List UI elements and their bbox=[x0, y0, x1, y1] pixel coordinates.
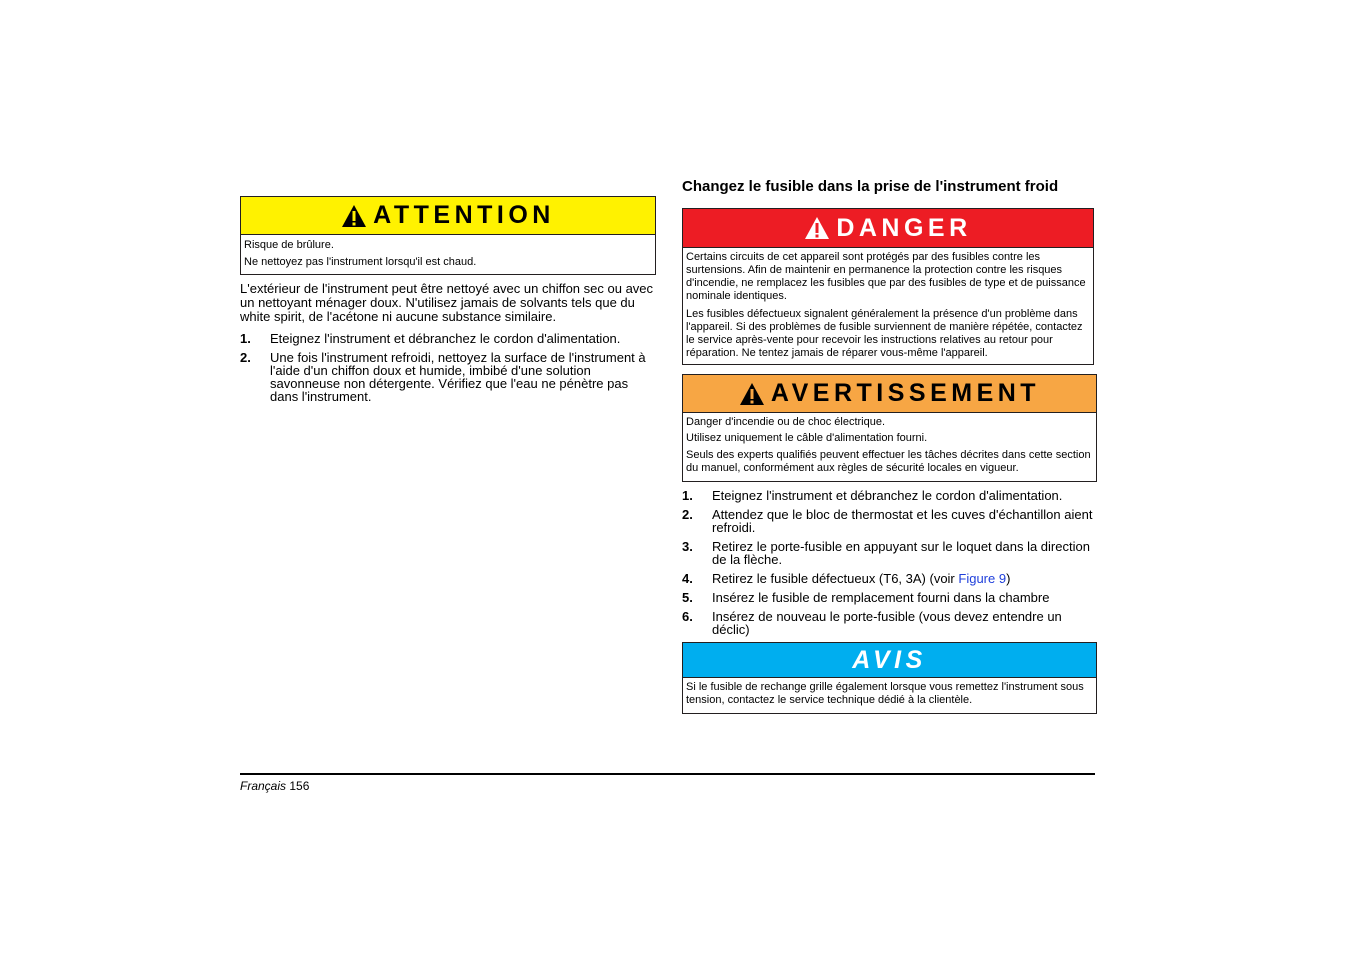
list-item bbox=[682, 610, 1097, 636]
attention-label: ATTENTION bbox=[373, 201, 555, 229]
cleaning-steps bbox=[240, 332, 656, 403]
warning-triangle-icon bbox=[739, 382, 765, 406]
step-text-before-link: Retirez le fusible défectueux (T6, 3A) (voir bbox=[712, 571, 959, 586]
warning-notice bbox=[682, 374, 1097, 482]
attention-notice bbox=[240, 196, 656, 275]
step-number: 3. bbox=[682, 539, 693, 554]
step-number: 2. bbox=[682, 507, 693, 522]
warning-banner bbox=[683, 375, 1096, 413]
step-text: Une fois l'instrument refroidi, nettoyez la surface de l'instrument à l'aide d'un chiffon doux et humide, imbibé d'une solution savonneuse non détergente. Vérifiez que l'eau ne pénètre pas dans l'instrument. bbox=[270, 350, 646, 404]
footer-language: Français bbox=[240, 779, 287, 793]
list-item bbox=[240, 332, 656, 345]
attention-line: Ne nettoyez pas l'instrument lorsqu'il est chaud. bbox=[244, 256, 477, 268]
list-item bbox=[240, 351, 656, 403]
danger-notice bbox=[682, 208, 1094, 365]
warning-line: Seuls des experts qualifiés peuvent effectuer les tâches décrites dans cette section du manuel, conformément aux règles de sécurité locales en vigueur. bbox=[686, 449, 1091, 474]
danger-label: DANGER bbox=[836, 213, 972, 242]
step-text: Attendez que le bloc de thermostat et les cuves d'échantillon aient refroidi. bbox=[712, 507, 1093, 535]
list-item bbox=[682, 540, 1097, 566]
cleaning-paragraph: L'extérieur de l'instrument peut être nettoyé avec un chiffon sec ou avec un nettoyant ménager doux. N'utilisez jamais de solvants tels que du white spirit, de l'acétone ni aucune substance similaire. bbox=[240, 281, 654, 324]
step-text-after-link: ) bbox=[1006, 571, 1011, 586]
step-number: 6. bbox=[682, 609, 693, 624]
list-item bbox=[682, 508, 1097, 534]
attention-banner bbox=[241, 197, 655, 235]
avis-banner bbox=[683, 643, 1096, 678]
warning-triangle-icon bbox=[804, 216, 830, 240]
warning-triangle-icon bbox=[341, 204, 367, 228]
attention-body bbox=[241, 235, 655, 273]
avis-body bbox=[683, 678, 1096, 711]
right-column bbox=[682, 178, 1097, 714]
page-footer bbox=[240, 779, 309, 793]
warning-line: Danger d'incendie ou de choc électrique. bbox=[686, 416, 886, 428]
avis-label: AVIS bbox=[852, 645, 927, 674]
footer-rule bbox=[240, 773, 1095, 775]
section-heading: Changez le fusible dans la prise de l'instrument froid bbox=[682, 178, 1059, 195]
left-column bbox=[240, 196, 656, 409]
figure-link[interactable]: Figure 9 bbox=[958, 571, 1007, 586]
step-text bbox=[712, 572, 1097, 585]
step-number: 4. bbox=[682, 571, 693, 586]
danger-banner bbox=[683, 209, 1093, 248]
warning-label: AVERTISSEMENT bbox=[770, 379, 1041, 407]
list-item bbox=[682, 591, 1097, 604]
step-number: 5. bbox=[682, 590, 693, 605]
step-text: Retirez le porte-fusible en appuyant sur le loquet dans la direction de la flèche. bbox=[712, 539, 1090, 567]
page-number: 156 bbox=[289, 779, 310, 793]
list-item bbox=[682, 489, 1097, 502]
warning-body bbox=[683, 413, 1096, 479]
attention-line: Risque de brûlure. bbox=[244, 239, 334, 251]
step-text: Eteignez l'instrument et débranchez le cordon d'alimentation. bbox=[712, 488, 1063, 503]
step-number: 1. bbox=[240, 331, 251, 346]
step-number: 1. bbox=[682, 488, 693, 503]
fuse-steps bbox=[682, 489, 1097, 636]
avis-notice bbox=[682, 642, 1097, 714]
danger-line: Certains circuits de cet appareil sont protégés par des fusibles contre les surtensions. Afin de maintenir en permanence la protection contre les risques d'incendie, ne remplacez les fusibles que par des fusibles de type et de puissance nominale identiques. bbox=[686, 251, 1086, 302]
danger-body bbox=[683, 248, 1093, 364]
step-text: Eteignez l'instrument et débranchez le cordon d'alimentation. bbox=[270, 331, 621, 346]
step-text: Insérez de nouveau le porte-fusible (vous devez entendre un déclic) bbox=[712, 609, 1062, 637]
avis-line: Si le fusible de rechange grille également lorsque vous remettez l'instrument sous tension, contactez le service technique dédié à la clientèle. bbox=[686, 681, 1084, 706]
step-number: 2. bbox=[240, 350, 251, 365]
warning-line: Utilisez uniquement le câble d'alimentation fourni. bbox=[686, 432, 928, 444]
step-text: Insérez le fusible de remplacement fourni dans la chambre bbox=[712, 590, 1050, 605]
danger-line: Les fusibles défectueux signalent généralement la présence d'un problème dans l'appareil. Si des problèmes de fusible surviennent de manière répétée, contactez le service après-vente pour recevoir les instructions relatives au retour pour réparation. Ne tentez jamais de réparer vous-même l'appareil. bbox=[686, 308, 1083, 359]
list-item bbox=[682, 572, 1097, 585]
